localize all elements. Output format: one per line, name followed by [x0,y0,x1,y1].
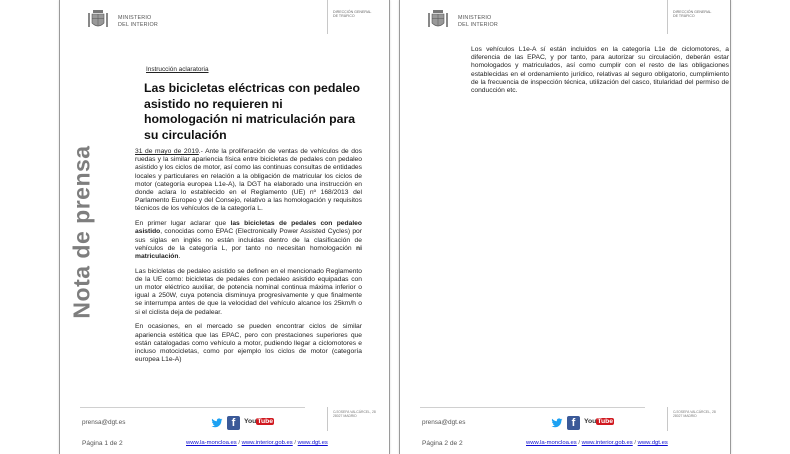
date: 31 de mayo de 2019 [135,148,199,155]
footer-links: www.la-moncloa.es / www.interior.gob.es / www.dgt.es [186,440,328,446]
ministry-name: MINISTERIO DEL INTERIOR [458,15,498,28]
link-interior[interactable]: www.interior.gob.es [581,440,633,446]
ministry-name: MINISTERIO DEL INTERIOR [118,15,158,28]
coat-of-arms-icon [425,6,451,32]
footer-links: www.la-moncloa.es / www.interior.gob.es / www.dgt.es [526,440,668,446]
press-email[interactable]: prensa@dgt.es [422,419,466,426]
youtube-icon[interactable]: YouTube [244,418,274,425]
body-text [135,148,362,371]
headline: Las bicicletas eléctricas con pedaleo asistido no requieren ni homologación ni matriculación para su circulación [144,81,360,142]
link-la-moncloa[interactable]: www.la-moncloa.es [526,440,577,446]
paragraph: Las bicicletas de pedaleo asistido se definen en el mencionado Reglamento de la UE como: bicicletas de pedales con pedaleo asistido equipadas con un motor eléctrico auxiliar, de potencia nominal continua máxima inferior o igual a 250W, cuya potencia disminuya progresivamente y que finalmente se interrumpa antes de que la velocidad del vehículo alcance los 25km/h o si el ciclista deja de pedalear. [135,267,362,316]
address: C/JOSEFA VALCÁRCEL, 28 28027 MADRID [333,410,376,419]
twitter-icon[interactable] [551,417,563,429]
vertical-title: Nota de prensa [68,145,95,319]
body-text [471,46,729,95]
footer-address-box [667,407,730,431]
paragraph: En primer lugar aclarar que las bicicletas de pedales con pedaleo asistido, conocidas como EPAC (Electronically Power Assisted Cycles) por sus siglas en inglés no están incluidas dentro de la clasificación de vehículos de la categoría L, por tanto no necesitan homologación ni matriculación. [135,220,362,260]
page-number: Página 1 de 2 [82,440,123,447]
dgt-header-box [667,0,730,34]
document-page-2 [399,0,731,454]
facebook-icon[interactable]: f [567,416,580,430]
press-email[interactable]: prensa@dgt.es [82,419,126,426]
dgt-label: DIRECCIÓN GENERAL DE TRÁFICO [673,10,712,19]
facebook-icon[interactable]: f [227,416,240,430]
dgt-header-box [327,0,390,34]
page-number: Página 2 de 2 [422,440,463,447]
link-dgt[interactable]: www.dgt.es [637,440,668,446]
link-dgt[interactable]: www.dgt.es [297,440,328,446]
coat-of-arms-icon [85,6,111,32]
twitter-icon[interactable] [211,417,223,429]
address: C/JOSEFA VALCÁRCEL, 28 28027 MADRID [673,410,716,419]
link-interior[interactable]: www.interior.gob.es [241,440,293,446]
link-la-moncloa[interactable]: www.la-moncloa.es [186,440,237,446]
dgt-label: DIRECCIÓN GENERAL DE TRÁFICO [333,10,372,19]
footer-divider [80,407,305,408]
paragraph: En ocasiones, en el mercado se pueden encontrar ciclos de similar apariencia estética que las EPAC, pero con prestaciones superiores que están catalogadas como vehículo a motor, pudiendo llegar a ciclomotores e incluso motocicletas, como por ejemplo los ciclos de motor (categoría europea L1e-A) [135,323,362,364]
footer-divider [420,407,645,408]
footer-address-box [327,407,390,431]
paragraph: 31 de mayo de 2019.- Ante la proliferación de ventas de vehículos de dos ruedas y la similar apariencia física entre bicicletas de pedales con pedaleo asistido y los ciclos de motor, así como las continuas consultas de entidades locales y particulares en relación a la obligación de matricular los ciclos de motor (categoría europea L1e-A), la DGT ha elaborado una instrucción en donde aclara lo establecido en el Reglamento (UE) nº 168/2013 del Parlamento Europeo y del Consejo, relativo a las homologación y requisitos técnicos de los vehículos de la categoría L. [135,148,362,213]
document-page-1 [59,0,390,454]
youtube-icon[interactable]: YouTube [584,418,614,425]
kicker: Instrucción aclaratoria [146,66,209,73]
paragraph: Los vehículos L1e-A sí están incluidos en la categoría L1e de ciclomotores, a diferencia de las EPAC, y por tanto, para autorizar su circulación, deberán estar homologados y matriculados, así como cumplir con el resto de las obligaciones establecidas en el ordenamiento jurídico, relativas al seguro obligatorio, cumplimiento de la frecuencia de inspección técnica, utilización del casco, titularidad del permiso de conducción etc. [471,46,729,95]
